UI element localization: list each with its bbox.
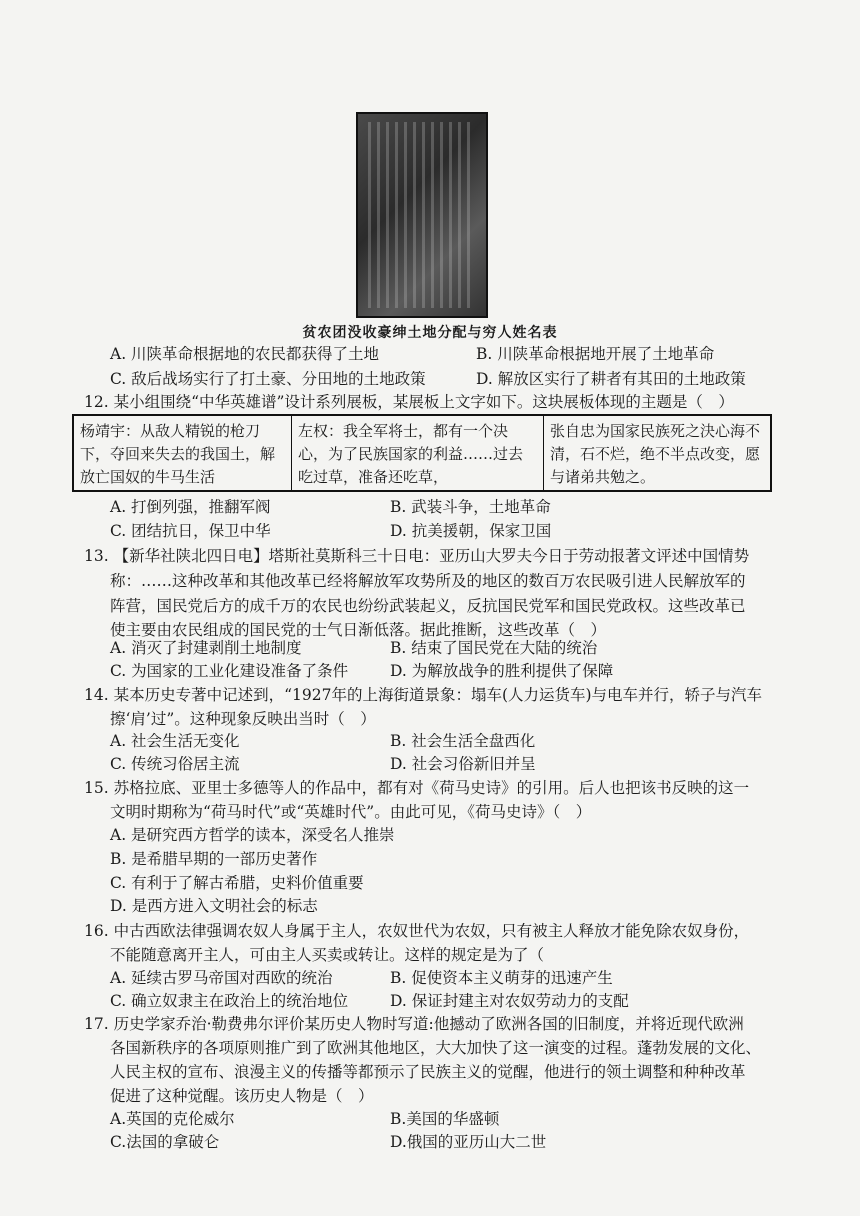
q15-option-a: A. 是研究西方哲学的读本，深受名人推崇: [110, 826, 395, 844]
q14-option-d: D. 社会习俗新旧并呈: [390, 755, 536, 773]
q13-stem-line-3: 阵营，国民党后方的成千万的农民也纷纷武装起义，反抗国民党军和国民党政权。这些改革已: [110, 597, 746, 615]
q17-stem-line-4: 促进了这种觉醒。该历史人物是（ ）: [110, 1087, 374, 1105]
q13-option-c: C. 为国家的工业化建设准备了条件: [110, 662, 349, 680]
q13-stem-line-4: 使主要由农民组成的国民党的士气日渐低落。据此推断，这些改革（ ）: [110, 621, 607, 639]
q12-option-a: A. 打倒列强，推翻军阀: [110, 498, 271, 516]
q12-option-c: C. 团结抗日，保卫中华: [110, 522, 271, 540]
q12-option-d: D. 抗美援朝，保家卫国: [390, 522, 552, 540]
q12-stem: 12. 某小组围绕“中华英雄谱”设计系列展板，某展板上文字如下。这块展板体现的主题是（ ）: [84, 393, 734, 411]
q15-stem-line-1: 15. 苏格拉底、亚里士多德等人的作品中，都有对《荷马史诗》的引用。后人也把该书反映的这一: [84, 779, 750, 797]
q11-option-a: A. 川陕革命根据地的农民都获得了土地: [110, 345, 380, 363]
q17-option-d: D.俄国的亚历山大二世: [390, 1133, 547, 1151]
q17-option-c: C.法国的拿破仑: [110, 1133, 220, 1151]
q16-stem-line-1: 16. 中古西欧法律强调农奴人身属于主人，农奴世代为农奴，只有被主人释放才能免除农奴身份，: [84, 922, 750, 940]
q12-exhibit-board: [72, 414, 772, 492]
q14-option-b: B. 社会生活全盘西化: [390, 732, 536, 750]
q14-stem-line-1: 14. 某本历史专著中记述到，“1927年的上海街道景象：塌车(人力运货车)与电车并行，轿子与汽车: [84, 686, 763, 704]
q13-option-d: D. 为解放战争的胜利提供了保障: [390, 662, 614, 680]
q12-cell-zuo-quan: 左权：我全军将士，都有一个决心，为了民族国家的利益……过去吃过草，准备还吃草，: [292, 416, 544, 490]
figure-caption: 贫农团没收豪绅土地分配与穷人姓名表: [302, 325, 558, 341]
q14-option-a: A. 社会生活无变化: [110, 732, 240, 750]
q15-option-c: C. 有利于了解古希腊，史料价值重要: [110, 874, 364, 892]
q13-option-a: A. 消灭了封建剥削土地制度: [110, 639, 302, 657]
q12-cell-yang-jingyu: 杨靖宇：从敌人精锐的枪刀下，夺回来失去的我国土，解放亡国奴的牛马生活: [74, 416, 292, 490]
q16-option-d: D. 保证封建主对农奴劳动力的支配: [390, 992, 629, 1010]
q17-stem-line-1: 17. 历史学家乔治·勒费弗尔评价某历史人物时写道:他撼动了欧洲各国的旧制度，并将近现代欧洲: [84, 1015, 744, 1033]
q16-stem-line-2: 不能随意离开主人，可由主人买卖或转让。这样的规定是为了（: [110, 946, 545, 964]
q16-option-c: C. 确立奴隶主在政治上的统治地位: [110, 992, 349, 1010]
q17-stem-line-2: 各国新秩序的各项原则推广到了欧洲其他地区，大大加快了这一演变的过程。蓬勃发展的文化、: [110, 1039, 762, 1057]
q17-option-b: B.美国的华盛顿: [390, 1110, 500, 1128]
document-text-columns: [368, 122, 476, 308]
q17-stem-line-3: 人民主权的宣布、浪漫主义的传播等都预示了民族主义的觉醒，他进行的领土调整和种种改革: [110, 1063, 746, 1081]
q11-option-d: D. 解放区实行了耕者有其田的土地政策: [476, 370, 746, 388]
q14-option-c: C. 传统习俗居主流: [110, 755, 240, 773]
q13-option-b: B. 结束了国民党在大陆的统治: [390, 639, 598, 657]
q15-option-b: B. 是希腊早期的一部历史著作: [110, 850, 318, 868]
q12-cell-zhang-zizhong: 张自忠为国家民族死之決心海不清，石不烂，绝不半点改变，愿与诸弟共勉之。: [550, 422, 761, 486]
q15-option-d: D. 是西方进入文明社会的标志: [110, 897, 318, 915]
q15-stem-line-2: 文明时期称为“荷马时代”或“英雄时代”。由此可见，《荷马史诗》（ ）: [110, 803, 592, 821]
q16-option-a: A. 延续古罗马帝国对西欧的统治: [110, 969, 333, 987]
q11-option-b: B. 川陕革命根据地开展了土地革命: [476, 345, 715, 363]
q14-stem-line-2: 擦‘肩’过”。这种现象反映出当时（ ）: [110, 710, 376, 728]
q12-option-b: B. 武装斗争，土地革命: [390, 498, 551, 516]
q13-stem-line-2: 称：……这种改革和其他改革已经将解放军攻势所及的地区的数百万农民吸引进人民解放军的: [110, 572, 746, 590]
q13-stem-line-1: 13. 【新华社陕北四日电】塔斯社莫斯科三十日电：亚历山大罗夫今日于劳动报著文评述中国情势: [84, 547, 750, 565]
q11-option-c: C. 敌后战场实行了打土豪、分田地的土地政策: [110, 370, 426, 388]
historical-document-photo: [356, 112, 488, 318]
q16-option-b: B. 促使资本主义萌芽的迅速产生: [390, 969, 613, 987]
q17-option-a: A.英国的克伦威尔: [110, 1110, 235, 1128]
